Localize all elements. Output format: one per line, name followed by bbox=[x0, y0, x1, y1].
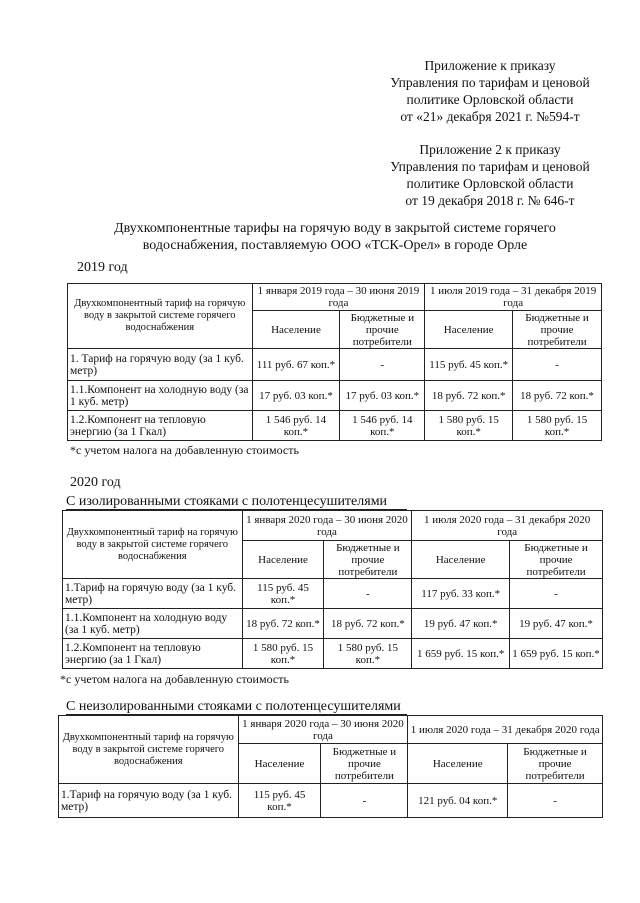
row-label: 1.2.Компонент на тепловую энергию (за 1 Гкал) bbox=[68, 411, 253, 441]
appendix-2-line: политике Орловской области bbox=[406, 176, 574, 191]
table-row bbox=[63, 579, 603, 609]
value-cell: 117 руб. 33 коп.* bbox=[412, 579, 510, 609]
row-label: 1.1.Компонент на холодную воду (за 1 куб. метр) bbox=[63, 609, 243, 639]
value-cell: - bbox=[321, 784, 408, 818]
value-cell: 1 580 руб. 15 коп.* bbox=[324, 639, 412, 669]
appendix-2-block bbox=[365, 141, 615, 209]
table-row bbox=[63, 609, 603, 639]
appendix-2-line: Управления по тарифам и ценовой bbox=[390, 159, 590, 174]
value-cell: 19 руб. 47 коп.* bbox=[510, 609, 603, 639]
col-budget: Бюджетные и прочие потребители bbox=[510, 541, 603, 579]
value-cell: 115 руб. 45 коп.* bbox=[425, 349, 513, 381]
footnote-2019: *с учетом налога на добавленную стоимость bbox=[70, 443, 299, 457]
value-cell: 1 659 руб. 15 коп.* bbox=[510, 639, 603, 669]
col-population: Население bbox=[242, 541, 324, 579]
title-line: Двухкомпонентные тарифы на горячую воду в закрытой системе горячего bbox=[114, 221, 556, 236]
appendix-1-block bbox=[365, 57, 615, 125]
appendix-1-line: от «21» декабря 2021 г. №594-т bbox=[400, 109, 580, 124]
col-population: Население bbox=[238, 744, 321, 784]
col-budget: Бюджетные и прочие потребители bbox=[321, 744, 408, 784]
value-cell: 1 659 руб. 15 коп.* bbox=[412, 639, 510, 669]
tariff-table-2020-uninsulated bbox=[58, 715, 603, 818]
row-label: 1.Тариф на горячую воду (за 1 куб. метр) bbox=[59, 784, 239, 818]
col-budget: Бюджетные и прочие потребители bbox=[324, 541, 412, 579]
value-cell: 17 руб. 03 коп.* bbox=[252, 381, 340, 411]
footnote-2020: *с учетом налога на добавленную стоимость bbox=[60, 672, 289, 686]
col-population: Население bbox=[252, 311, 340, 349]
value-cell: 111 руб. 67 коп.* bbox=[252, 349, 340, 381]
row-header-cell: Двухкомпонентный тариф на горячую воду в закрытой системе горячего водоснабжения bbox=[68, 284, 253, 349]
value-cell: 1 580 руб. 15 коп.* bbox=[425, 411, 513, 441]
table-row bbox=[59, 784, 603, 818]
table-row bbox=[68, 411, 602, 441]
period-2-cell: 1 июля 2020 года – 31 декабря 2020 года bbox=[408, 716, 603, 744]
value-cell: 19 руб. 47 коп.* bbox=[412, 609, 510, 639]
value-cell: 121 руб. 04 коп.* bbox=[408, 784, 508, 818]
period-1-cell: 1 января 2019 года – 30 июня 2019 года bbox=[252, 284, 425, 311]
table-row bbox=[68, 381, 602, 411]
col-budget: Бюджетные и прочие потребители bbox=[513, 311, 602, 349]
row-label: 1.1.Компонент на холодную воду (за 1 куб. метр) bbox=[68, 381, 253, 411]
appendix-1-line: политике Орловской области bbox=[406, 92, 574, 107]
table-row bbox=[63, 639, 603, 669]
value-cell: 1 580 руб. 15 коп.* bbox=[242, 639, 324, 669]
value-cell: 18 руб. 72 коп.* bbox=[425, 381, 513, 411]
document-title bbox=[70, 220, 600, 254]
year-2019-heading: 2019 год bbox=[77, 260, 128, 275]
section-insulated-heading: С изолированными стояками с полотенцесушителями bbox=[66, 495, 407, 510]
row-label: 1.Тариф на горячую воду (за 1 куб. метр) bbox=[63, 579, 243, 609]
row-label: 1.2.Компонент на тепловую энергию (за 1 Гкал) bbox=[63, 639, 243, 669]
section-uninsulated-heading: С неизолированными стояками с полотенцесушителями bbox=[66, 700, 407, 715]
value-cell: - bbox=[340, 349, 425, 381]
appendix-2-line: Приложение 2 к приказу bbox=[419, 142, 561, 157]
appendix-1-line: Приложение к приказу bbox=[424, 58, 556, 73]
col-population: Население bbox=[425, 311, 513, 349]
tariff-table-2020-insulated bbox=[62, 510, 603, 669]
appendix-2-line: от 19 декабря 2018 г. № 646-т bbox=[405, 193, 575, 208]
col-population: Население bbox=[408, 744, 508, 784]
value-cell: 115 руб. 45 коп.* bbox=[238, 784, 321, 818]
col-budget: Бюджетные и прочие потребители bbox=[340, 311, 425, 349]
value-cell: - bbox=[513, 349, 602, 381]
value-cell: 18 руб. 72 коп.* bbox=[513, 381, 602, 411]
table-row bbox=[68, 349, 602, 381]
value-cell: - bbox=[508, 784, 603, 818]
year-2020-heading: 2020 год bbox=[70, 475, 121, 490]
value-cell: 17 руб. 03 коп.* bbox=[340, 381, 425, 411]
row-label: 1. Тариф на горячую воду (за 1 куб. метр) bbox=[68, 349, 253, 381]
period-2-cell: 1 июля 2020 года – 31 декабря 2020 года bbox=[412, 511, 603, 541]
period-1-cell: 1 января 2020 года – 30 июня 2020 года bbox=[238, 716, 408, 744]
col-population: Население bbox=[412, 541, 510, 579]
row-header-cell: Двухкомпонентный тариф на горячую воду в закрытой системе горячего водоснабжения bbox=[59, 716, 239, 784]
col-budget: Бюджетные и прочие потребители bbox=[508, 744, 603, 784]
value-cell: 1 546 руб. 14 коп.* bbox=[252, 411, 340, 441]
value-cell: - bbox=[510, 579, 603, 609]
appendix-1-line: Управления по тарифам и ценовой bbox=[390, 75, 590, 90]
period-2-cell: 1 июля 2019 года – 31 декабря 2019 года bbox=[425, 284, 602, 311]
value-cell: 1 546 руб. 14 коп.* bbox=[340, 411, 425, 441]
period-1-cell: 1 января 2020 года – 30 июня 2020 года bbox=[242, 511, 412, 541]
value-cell: 115 руб. 45 коп.* bbox=[242, 579, 324, 609]
title-line: водоснабжения, поставляемую ООО «ТСК-Орел» в городе Орле bbox=[142, 238, 528, 253]
row-header-cell: Двухкомпонентный тариф на горячую воду в закрытой системе горячего водоснабжения bbox=[63, 511, 243, 579]
value-cell: 18 руб. 72 коп.* bbox=[324, 609, 412, 639]
value-cell: - bbox=[324, 579, 412, 609]
value-cell: 18 руб. 72 коп.* bbox=[242, 609, 324, 639]
value-cell: 1 580 руб. 15 коп.* bbox=[513, 411, 602, 441]
tariff-table-2019 bbox=[67, 283, 602, 441]
